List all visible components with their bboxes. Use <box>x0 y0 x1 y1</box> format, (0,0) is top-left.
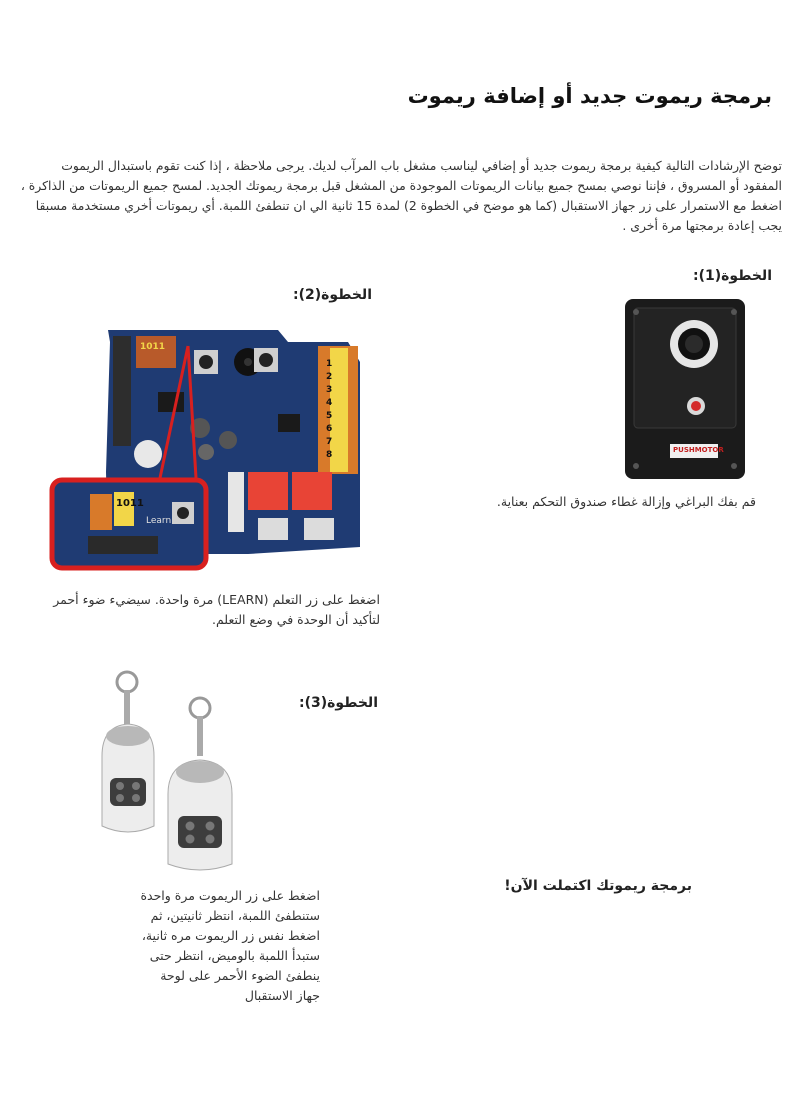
step3-caption <box>140 886 320 1006</box>
step3-caption-line: ينطفئ الضوء الأحمر على لوحة <box>160 968 320 983</box>
step3-caption-line: جهاز الاستقبال <box>244 988 320 1003</box>
brand-label: PUSHMOTOR <box>673 446 724 454</box>
step2-caption <box>53 590 380 630</box>
step3-caption-line: ستبدأ اللمبة بالوميض، انتظر حتى <box>149 948 320 963</box>
remote-keys-image <box>92 666 242 876</box>
receiver-board-image <box>48 322 374 572</box>
control-box-image <box>624 298 746 480</box>
intro-line: يجب إعادة برمجتها مرة أخرى . <box>622 218 782 233</box>
intro-line: المفقود أو المسروق ، فإننا نوصي بمسح جميع بيانات الريموتات الموجودة من المشغل قبل برمجة ريموتك الجديد. لمسح جميع الريموتات من الذاكرة ، <box>20 178 782 193</box>
step3-title: الخطوة(3): <box>299 695 378 711</box>
intro-paragraph <box>20 156 782 236</box>
intro-line: توضح الإرشادات التالية كيفية برمجة ريموت جديد أو إضافي ليناسب مشغل باب المرآب لديك. يرجى ملاحظة ، إذا كنت تقوم باستبدال الريموت <box>61 158 782 173</box>
board-code-label: 1011 <box>140 342 166 352</box>
intro-line: اضغط مع الاستمرار على زر جهاز الاستقبال (كما هو موضح في الخطوة 2) لمدة 15 ثانية الي ان تنطفئ اللمبة. أي ريموتات أخري مستخدمة مسبقا <box>35 198 782 213</box>
step1-title: الخطوة(1): <box>693 268 772 284</box>
step2-title: الخطوة(2): <box>293 287 372 303</box>
learn-label: Learn <box>146 516 172 526</box>
step1-caption: قم بفك البراغي وإزالة غطاء صندوق التحكم بعناية. <box>496 494 756 509</box>
step2-caption-line: لتأكيد أن الوحدة في وضع التعلم. <box>212 612 380 627</box>
step3-caption-line: اضغط نفس زر الريموت مره ثانية، <box>141 928 320 943</box>
page-title: برمجة ريموت جديد أو إضافة ريموت <box>407 84 772 108</box>
step3-caption-line: اضغط على زر الريموت مرة واحدة <box>140 888 320 903</box>
inset-code-label: 1011 <box>116 498 144 509</box>
step2-caption-line: اضغط على زر التعلم (LEARN) مرة واحدة. سيضيء ضوء أحمر <box>53 592 380 607</box>
terminal-numbers: 1 2 3 4 5 6 7 8 <box>326 359 333 460</box>
completion-note: برمجة ريموتك اكتملت الآن! <box>504 878 692 894</box>
step3-caption-line: ستنطفئ اللمبة، انتظر ثانيتين، ثم <box>150 908 320 923</box>
